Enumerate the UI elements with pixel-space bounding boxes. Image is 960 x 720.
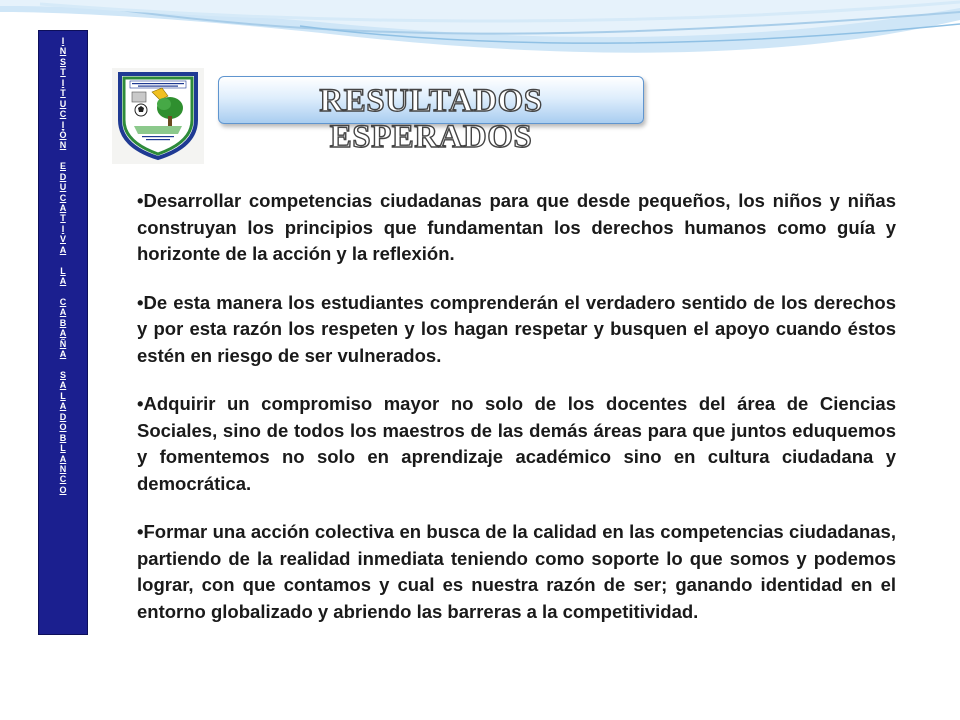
list-item: •Desarrollar competencias ciudadanas para que desde pequeños, los niños y niñas construyan los principios que fundamentan los derechos humanos como guía y horizonte de la acción y la reflexión. (137, 190, 896, 264)
vertical-letter: U (59, 98, 67, 109)
vertical-letter: C (59, 109, 67, 120)
vertical-institution-name (39, 36, 87, 495)
vertical-letter: O (59, 422, 67, 433)
vertical-letter: I (61, 77, 65, 88)
vertical-letter: N (59, 140, 67, 151)
vertical-letter: B (59, 317, 67, 328)
vertical-letter: D (59, 171, 67, 182)
vertical-letter: L (60, 265, 66, 276)
list-item: •Formar una acción colectiva en busca de la calidad en las competencias ciudadanas, partiendo de la realidad inmediata teniendo como soporte lo que somos y podemos lograr, con que contamos y cual es nuestra razón de ser; ganando identidad en el entorno globalizado y abriendo las barreras a la competitividad. (137, 521, 896, 622)
vertical-letter: I (61, 36, 65, 46)
vertical-letter: C (59, 474, 67, 485)
vertical-letter: A (59, 349, 67, 360)
vertical-letter: O (59, 484, 67, 495)
vertical-letter: E (59, 161, 66, 172)
vertical-letter: I (61, 223, 65, 234)
vertical-letter: B (59, 432, 67, 443)
vertical-letter: I (61, 119, 65, 130)
vertical-institution-banner (38, 30, 88, 635)
vertical-letter: C (59, 192, 67, 203)
expected-results-list (137, 188, 896, 625)
vertical-letter: A (59, 453, 67, 464)
vertical-letter: A (59, 203, 67, 213)
list-item: •De esta manera los estudiantes comprenderán el verdadero sentido de los derechos y por esta razón los respeten y los hagan respetar y busquen el apoyo cuando éstos estén en riesgo de ser vulnerados. (137, 291, 896, 366)
vertical-letter: U (59, 182, 67, 193)
page-title: RESULTADOS ESPERADOS (319, 83, 543, 155)
section-title-banner (218, 76, 644, 155)
school-crest-icon (112, 68, 204, 164)
vertical-letter: A (59, 276, 67, 287)
vertical-letter (39, 287, 87, 297)
vertical-letter: Ñ (59, 338, 67, 349)
vertical-letter: A (59, 380, 67, 391)
vertical-letter: T (60, 88, 66, 99)
vertical-letter: T (60, 67, 66, 78)
vertical-letter: A (59, 244, 67, 255)
vertical-letter: L (60, 390, 66, 401)
vertical-letter: V (59, 234, 66, 245)
list-item: •Adquirir un compromiso mayor no solo de los docentes del área de Ciencias Sociales, sino de todos los maestros de las demás áreas para que juntos eduquemos y fomentemos no solo en aprendizaje académico sino en cultura ciudadana y democrática. (137, 393, 896, 494)
vertical-letter: N (59, 46, 67, 57)
vertical-letter: S (59, 56, 66, 67)
vertical-letter: T (60, 213, 66, 224)
vertical-letter (39, 255, 87, 265)
vertical-letter: C (59, 296, 67, 307)
vertical-letter: A (59, 401, 67, 412)
vertical-letter: N (59, 463, 67, 474)
vertical-letter: L (60, 443, 66, 454)
vertical-letter: D (59, 411, 67, 422)
vertical-letter: Ó (59, 129, 67, 140)
vertical-letter (39, 360, 87, 370)
vertical-letter: A (59, 307, 67, 318)
vertical-letter (39, 151, 87, 161)
vertical-letter: S (59, 370, 66, 380)
vertical-letter: A (59, 328, 67, 339)
